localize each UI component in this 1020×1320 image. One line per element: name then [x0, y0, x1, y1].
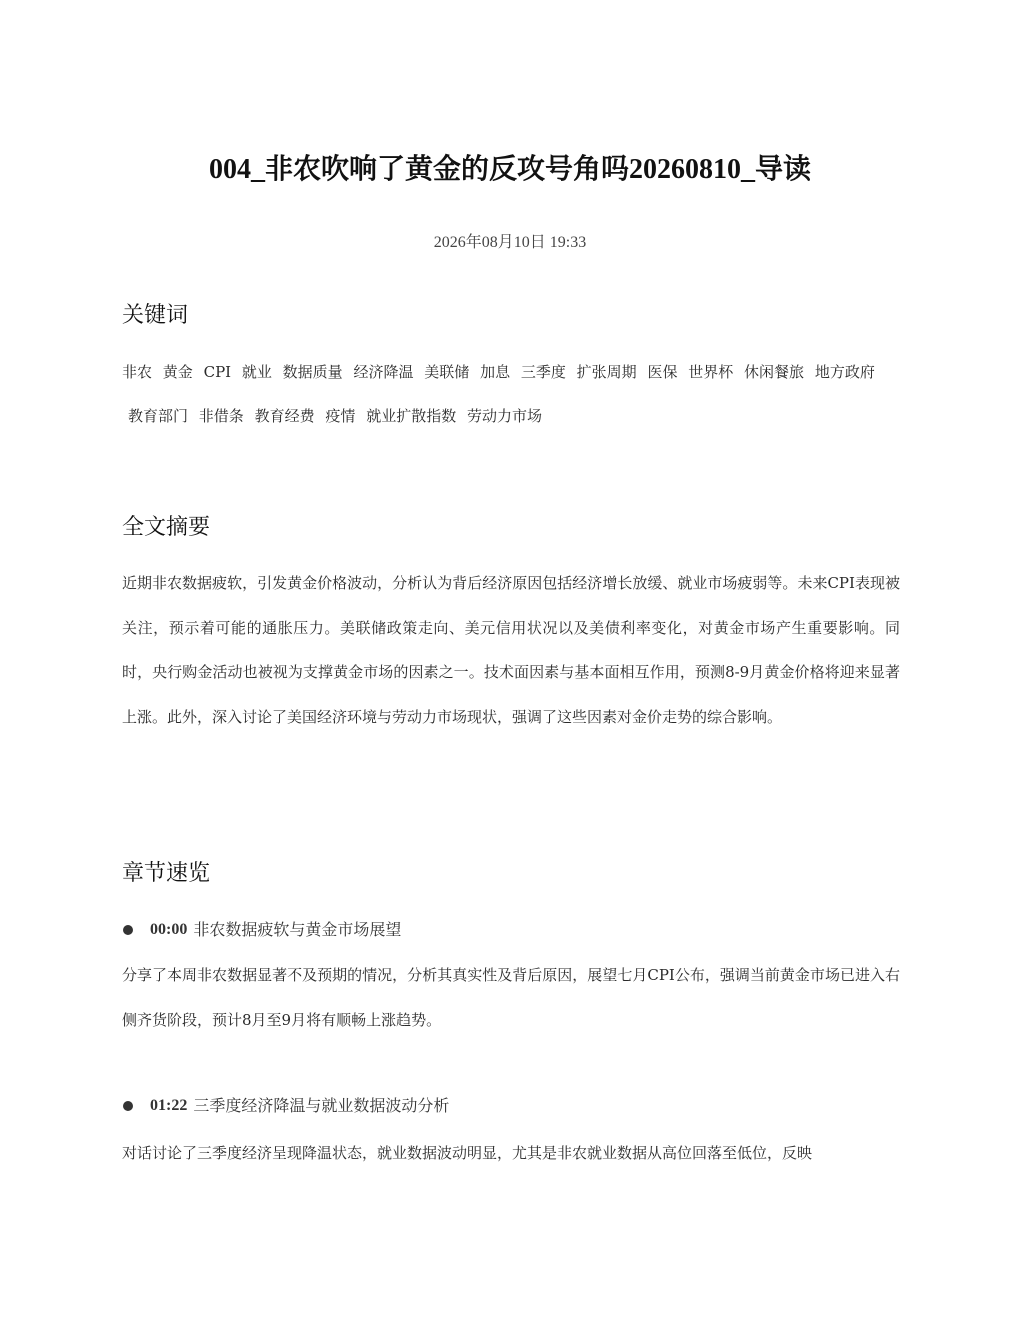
keyword-tag: 休闲餐旅: [744, 363, 805, 381]
keyword-tag: 地方政府: [814, 363, 875, 381]
summary-heading: 全文摘要: [122, 515, 211, 540]
chapter-title: 非农数据疲软与黄金市场展望: [193, 920, 402, 939]
chapter-timestamp: 00:00: [150, 921, 188, 938]
keywords-list: [122, 350, 900, 438]
keyword-tag: 世界杯: [688, 363, 734, 381]
keyword-tag: 医保: [647, 363, 678, 381]
keyword-tag: CPI: [203, 363, 232, 381]
document-date: 2026年08月10日 19:33: [433, 234, 587, 251]
bullet-icon: [123, 925, 133, 935]
keyword-tag: 三季度: [520, 363, 566, 381]
keyword-tag: 经济降温: [353, 363, 414, 381]
chapters-heading: 章节速览: [122, 861, 211, 886]
keyword-tag: 就业扩散指数: [366, 407, 457, 425]
summary-text: 近期非农数据疲软，引发黄金价格波动，分析认为背后经济原因包括经济增长放缓、就业市场疲弱等。未来CPI表现被关注，预示着可能的通胀压力。美联储政策走向、美元信用状况以及美债利率变化，对黄金市场产生重要影响。同时，央行购金活动也被视为支撑黄金市场的因素之一。技术面因素与基本面相互作用，预测8-9月黄金价格将迎来显著上涨。此外，深入讨论了美国经济环境与劳动力市场现状，强调了这些因素对金价走势的综合影响。: [122, 574, 900, 726]
keyword-tag: 美联储: [424, 363, 470, 381]
chapter-text: 分享了本周非农数据显著不及预期的情况，分析其真实性及背后原因，展望七月CPI公布，强调当前黄金市场已进入右侧齐货阶段，预计8月至9月将有顺畅上涨趋势。: [122, 966, 900, 1029]
keyword-tag: 非借条: [198, 407, 244, 425]
keyword-tag: 黄金: [162, 363, 193, 381]
chapter-text: 对话讨论了三季度经济呈现降温状态，就业数据波动明显，尤其是非农就业数据从高位回落至低位，反映: [122, 1144, 813, 1162]
keyword-tag: 劳动力市场: [466, 407, 542, 425]
keyword-tag: 教育部门: [128, 407, 189, 425]
keyword-tag: 扩张周期: [576, 363, 637, 381]
keyword-tag: 教育经费: [254, 407, 315, 425]
keyword-tag: 疫情: [325, 407, 356, 425]
keyword-tag: 数据质量: [282, 363, 343, 381]
keyword-tag: 就业: [241, 363, 272, 381]
keywords-heading: 关键词: [122, 303, 189, 328]
bullet-icon: [123, 1101, 133, 1111]
chapter-timestamp: 01:22: [150, 1097, 188, 1114]
chapter-item: [122, 1094, 900, 1118]
document-title: 004_非农吹响了黄金的反攻号角吗20260810_导读: [208, 154, 811, 185]
chapter-item: [122, 918, 900, 942]
keyword-tag: 非农: [122, 363, 153, 381]
chapter-title: 三季度经济降温与就业数据波动分析: [193, 1096, 450, 1115]
keyword-tag: 加息: [480, 363, 511, 381]
